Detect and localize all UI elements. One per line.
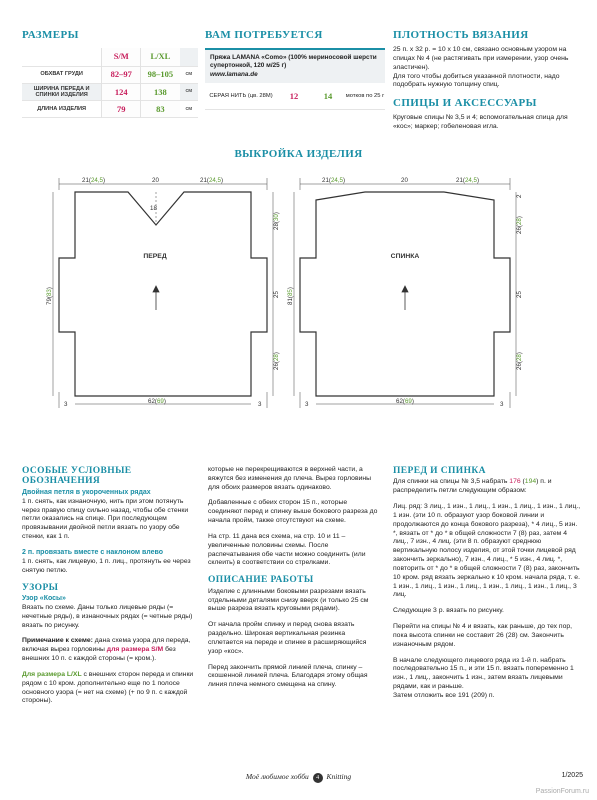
size-sm-header: S/M — [102, 48, 141, 66]
dim-back-cuff-left: 3 — [305, 401, 309, 408]
size-row: ДЛИНА ИЗДЕЛИЯ 79 83 см — [22, 101, 198, 118]
lxl-note: Для размера L/XL с внешних сторон переда и спинки рядом с 10 кром. дополнительно еще по 1 полосе основного узора (= нет на схеме) (+ по 9 п. с каждой стороны). — [22, 670, 194, 705]
column-description: которые не перекрещиваются в верхней части, а вяжутся без изменения до плеча. Вырез горловины для обоих размеров вязать одинаково. Добавленные с обеих сторон 15 п., которые соединяют перед и спинку выше бокового разреза до начала пройм, также отсутствуют на схеме. На стр. 11 дана вся схема, на стр. 10 и 11 – увеличенные половины схемы. После распечатывания обе части можно соединить (или склеить) в соответствии со стрелками. ОПИСАНИЕ РАБОТЫ Изделие с длинными боковыми разрезами вязать отдельными деталями снизу вверх (и только 25 см выше разреза вязать круговыми рядами). От начала пройм спинку и перед снова вязать раздельно. Широкая вертикальная резинка сплетается на переде и спинке в расширяющийся узор «кос». Перед закончить прямой линией плеча, спинку – скошенной линией плеча. Благодаря этому общая линия плеча немного смещена на спину. — [208, 466, 378, 689]
dim-back-total: 81(85) — [287, 287, 294, 305]
sizes-table — [22, 48, 198, 118]
pattern-diagram — [0, 160, 597, 430]
dim-back-bottom: 62(69) — [396, 398, 414, 405]
materials-block — [205, 28, 385, 110]
issue-number: 1/2025 — [561, 772, 583, 779]
size-row: ОБХВАТ ГРУДИ 82–97 98–105 см — [22, 66, 198, 83]
dim-front-armhole: 28(30) — [273, 212, 280, 230]
dim-back-neck: 20 — [401, 177, 408, 184]
watermark: PassionForum.ru — [535, 788, 589, 795]
front-label: ПЕРЕД — [143, 253, 167, 260]
dim-back-armhole: 26(28) — [516, 216, 523, 234]
dim-back-shoulder-height: 2 — [516, 194, 523, 198]
tools-title: СПИЦЫ И АКСЕССУАРЫ — [393, 97, 537, 110]
dim-back-shoulder: 21(24,5) — [322, 177, 346, 184]
dim-front-hem: 26(28) — [273, 352, 280, 370]
magazine-brand: Knitting — [326, 772, 352, 781]
magazine-name: Моё любимое хобби — [245, 772, 309, 781]
gauge-title: ПЛОТНОСТЬ ВЯЗАНИЯ — [393, 29, 529, 41]
size-lxl-header: L/XL — [141, 48, 180, 66]
dim-front-shoulder: 21(24,5) — [82, 177, 106, 184]
size-row: ШИРИНА ПЕРЕДА И СПИНКИ ИЗДЕЛИЯ 124 138 см — [22, 83, 198, 101]
dim-back-cuff-right: 3 — [500, 401, 504, 408]
dim-neck-depth: 18 — [150, 205, 157, 212]
dim-back-shoulder-right: 21(24,5) — [456, 177, 480, 184]
column-symbols: ОСОБЫЕ УСЛОВНЫЕ ОБОЗНАЧЕНИЯ Двойная петля в укороченных рядах 1 п. снять, как изнаночную, нить при этом потянуть через правую спицу сильно назад, чтобы обе стенки петли оказались на спице. При последующем провязывании двойной петли вязать по узору обе стенки, как 1 п. 2 п. провязать вместе с наклоном влево 1 п. снять, как лицевую, 1 п. лиц., протянуть ее через снятую петлю. УЗОРЫ Узор «Косы» Вязать по схеме. Даны только лицевые ряды (= нечетные ряды), в изнаночных рядах (= четные ряды) вязать по рисунку. Примечание к схеме: дана схема узора для переда, включая вырез горловины для размера S/M без внешних 10 п. с каждой стороны (= кром.). Для размера L/XL с внешних сторон переда и спинки рядом с 10 кром. дополнительно еще по 1 полосе основного узора (= нет на схеме) (+ по 9 п. с каждой стороны). — [22, 466, 202, 713]
dim-front-shoulder-right: 21(24,5) — [200, 177, 224, 184]
dim-front-side: 25 — [273, 291, 280, 298]
dim-back-side: 25 — [516, 291, 523, 298]
column-front-back: ПЕРЕД И СПИНКА Для спинки на спицы № 3,5 набрать 176 (194) п. и распределить петли следующим образом: Лиц. ряд: 3 лиц., 1 изн., 1 лиц., 1 изн., 1 лиц., 1 изн., 1 лиц., 1 изн. (эти 10 п. образуют узор боковой линии и продолжаются до конца бокового разреза), * 4 лиц., 5 изн. *, вязать от * до * в общей сложности 7 (8) раз, затем 4 лиц., 7 изн., 4 лиц. (эти 8 п. образуют среднюю вертикальную полосу изделия, от этой точки лицевой ряд закончить зеркально), 7 изн., 4 лиц., * 5 изн., 4 лиц. *, повторить от * до * в общей сложности 7 (8) раз, закончить 10 кром. ряд вязать зеркально к 10 кром. начала ряда, т. е. 1 изн., 1 лиц., 1 изн., 1 лиц., 1 изн., 1 лиц., 1 изн., 1 лиц., 3 лиц. Следующие 3 р. вязать по рисунку. Перейти на спицы № 4 и вязать, как раньше, до тех пор, пока высота спинки не составит 26 (28) см. Закончить изнаночным рядом. В начале следующего лицевого ряда из 1-й п. набрать последовательно 15 п., и эти 15 п. вязать попеременно 1 изн., 1 лиц., закончить 1 изн., затем вязать лицевыми рядами, как и раньше. Затем отложить все 191 (209) п. — [393, 466, 581, 699]
page-footer — [0, 772, 597, 786]
sizes-title: РАЗМЕРЫ — [22, 29, 79, 41]
yarn-quantity-table: СЕРАЯ НИТЬ (цв. 28M) 12 14 мотков по 25 г — [205, 85, 385, 110]
dim-front-total: 79(83) — [46, 287, 53, 305]
pattern-title: ВЫКРОЙКА ИЗДЕЛИЯ — [234, 148, 363, 160]
sizes-block — [22, 28, 198, 118]
page-number: 4 — [313, 773, 323, 783]
yarn-website: www.lamana.de — [210, 70, 258, 78]
dim-front-bottom: 62(69) — [148, 398, 166, 405]
dim-front-cuff-right: 3 — [258, 401, 262, 408]
dim-front-cuff-left: 3 — [64, 401, 68, 408]
dim-back-hem: 26(28) — [516, 352, 523, 370]
chart-note: Примечание к схеме: дана схема узора для переда, включая вырез горловины для размера S/M без внешних 10 п. с каждой стороны (= кром.). — [22, 637, 191, 663]
materials-title: ВАМ ПОТРЕБУЕТСЯ — [205, 29, 323, 41]
yarn-info: Пряжа LAMANA «Como» (100% мериносовой шерсти супертонкой, 120 м/25 г) www.lamana.de — [205, 48, 385, 83]
gauge-block: ПЛОТНОСТЬ ВЯЗАНИЯ 25 п. х 32 р. = 10 х 10 см, связано основным узором на спицах № 4 (не растягивать при измерении, узор очень эластичен). Для того чтобы добиться указанной плотности, надо подобрать нужную толщину спиц. СПИЦЫ И АКСЕССУАРЫ Круговые спицы № 3,5 и 4; вспомогательная спица для «кос»; маркер; гобеленовая игла. — [393, 28, 583, 132]
dim-front-neck: 20 — [152, 177, 159, 184]
back-label: СПИНКА — [390, 253, 420, 260]
